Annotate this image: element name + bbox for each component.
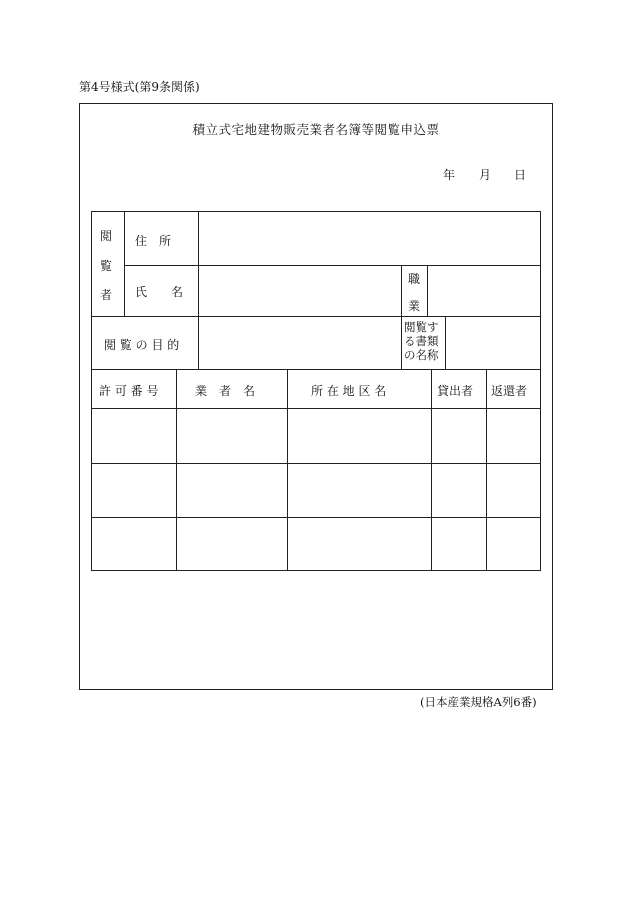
- date-day-label: 日: [514, 168, 527, 182]
- column-district-name: 所 在 地 区 名: [311, 384, 387, 398]
- document-name-label-line-3: の名称: [404, 348, 439, 362]
- application-table: [91, 211, 541, 571]
- date-year-label: 年: [443, 168, 456, 182]
- form-title: 積立式宅地建物販売業者名簿等閲覧申込票: [192, 122, 440, 137]
- occupation-label-char-2: 業: [407, 299, 420, 313]
- address-label: 住 所: [135, 234, 172, 248]
- document-name-label: [404, 320, 448, 362]
- applicant-group-char-2: 覧: [99, 259, 112, 273]
- occupation-label-char-1: 職: [407, 272, 420, 286]
- form-number: 第4号様式(第9条関係): [79, 80, 200, 94]
- record-row-2[interactable]: [91, 464, 541, 517]
- document-name-label-line-1: 閲覧す: [404, 320, 439, 334]
- column-returner: 返還者: [491, 384, 528, 398]
- column-lender: 貸出者: [437, 384, 474, 398]
- column-permit-number: 許 可 番 号: [99, 384, 159, 398]
- document-name-label-line-2: る書類: [404, 334, 439, 348]
- date-month-label: 月: [479, 168, 492, 182]
- record-row-3[interactable]: [91, 518, 541, 571]
- record-row-1[interactable]: [91, 409, 541, 463]
- name-label: 氏 名: [135, 285, 184, 299]
- paper-size-note: (日本産業規格A列6番): [420, 695, 537, 709]
- applicant-group-char-3: 者: [99, 288, 112, 302]
- column-company-name: 業 者 名: [195, 384, 256, 398]
- purpose-label: 閲 覧 の 目 的: [104, 338, 180, 352]
- applicant-group-char-1: 閲: [99, 229, 112, 243]
